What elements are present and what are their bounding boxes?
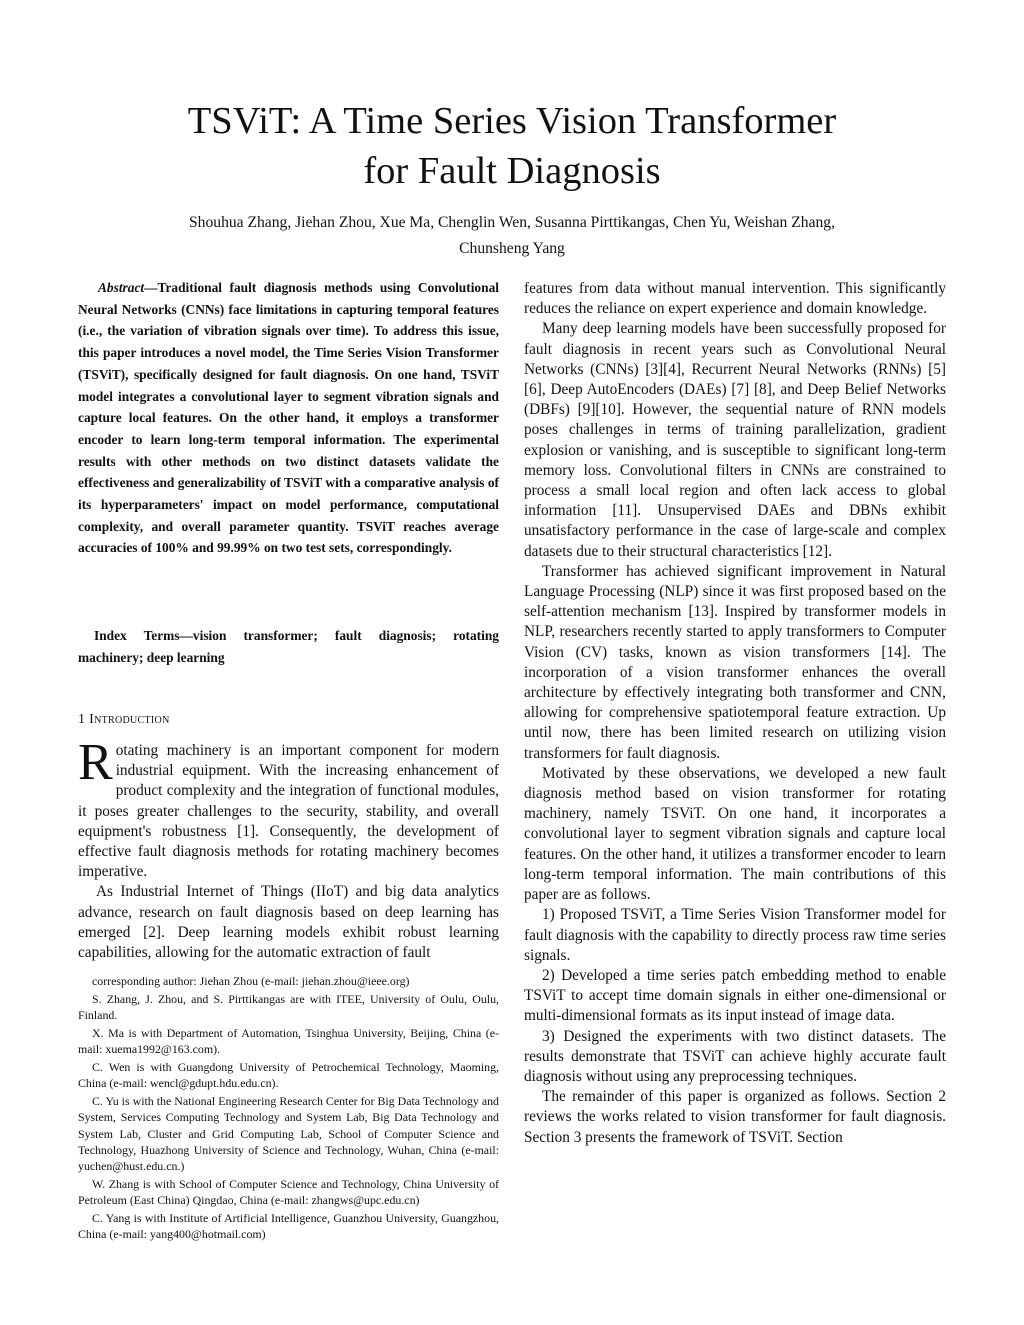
footnotes <box>78 973 499 1244</box>
footnote: S. Zhang, J. Zhou, and S. Pirttikangas are with ITEE, University of Oulu, Oulu, Finland. <box>78 991 499 1023</box>
title-line-2: for Fault Diagnosis <box>363 150 661 192</box>
title-line-1: TSViT: A Time Series Vision Transformer <box>187 100 837 142</box>
intro-paragraph-1 <box>78 734 499 882</box>
drop-cap: R <box>78 734 113 791</box>
right-column-body <box>524 279 946 1148</box>
authors-line-1: Shouhua Zhang, Jiehan Zhou, Xue Ma, Chenglin Wen, Susanna Pirttikangas, Chen Yu, Weishan Zhang, <box>189 214 835 231</box>
section-number: 1 <box>78 712 86 727</box>
section-title: Introduction <box>89 712 170 727</box>
contribution-3: 3) Designed the experiments with two distinct datasets. The results demonstrate that TSViT can achieve highly accurate fault diagnosis without using any preprocessing techniques. <box>524 1027 946 1085</box>
author-list <box>110 210 914 262</box>
abstract-dash: — <box>144 280 158 295</box>
section-heading-introduction <box>78 712 170 728</box>
abstract-text: Traditional fault diagnosis methods using Convolutional Neural Networks (CNNs) face limitations in capturing temporal features (i.e., the variation of vibration signals over time). To address this issue, this paper introduces a novel model, the Time Series Vision Transformer (TSViT), specifically designed for fault diagnosis. On one hand, TSViT model integrates a convolutional layer to segment vibration signals and capture local features. On the other hand, it employs a transformer encoder to learn long-term temporal information. The experimental results with other methods on two distinct datasets validate the effectiveness and generalizability of TSViT with a comparative analysis of its hyperparameters' impact on model performance, computational complexity, and overall parameter quantity. TSViT reaches average accuracies of 100% and 99.99% on two test sets, correspondingly. <box>78 280 499 556</box>
index-terms: Index Terms—vision transformer; fault diagnosis; rotating machinery; deep learning <box>78 628 499 665</box>
paragraph-transformer: Transformer has achieved significant improvement in Natural Language Processing (NLP) since it was first proposed based on the self-attention mechanism [13]. Inspired by transformer models in NLP, researchers recently started to apply transformers to Computer Vision (CV) tasks, known as vision transformers [14]. The incorporation of a vision transformer enhances the overall architecture by effectively integrating both transformer and CNN, allowing for comprehensive spatiotemporal feature extraction. Up until now, there has been limited research on utilizing vision transformers for fault diagnosis. <box>524 562 946 762</box>
paragraph-motivation: Motivated by these observations, we developed a new fault diagnosis method based on vision transformer for rotating machinery, namely TSViT. On one hand, it incorporates a convolutional layer to segment vibration signals and capture local features. On the other hand, it utilizes a transformer encoder to learn long-term temporal information. The main contributions of this paper are as follows. <box>524 764 946 904</box>
footnote: C. Yang is with Institute of Artificial Intelligence, Guanzhou University, Guangzhou, China (e-mail: yang400@hotmail.com) <box>78 1211 499 1242</box>
footnote: W. Zhang is with School of Computer Science and Technology, China University of Petroleum (East China) Qingdao, China (e-mail: zhangws@upc.edu.cn) <box>78 1177 499 1208</box>
introduction-body <box>78 734 499 963</box>
abstract-block <box>78 277 499 559</box>
intro-paragraph-2: As Industrial Internet of Things (IIoT) and big data analytics advance, research on fault diagnosis based on deep learning has emerged [2]. Deep learning models exhibit robust learning capabilities, allowing for the automatic extraction of fault <box>78 883 499 962</box>
paragraph-organization: The remainder of this paper is organized as follows. Section 2 reviews the works related to vision transformer for fault diagnosis. Section 3 presents the framework of TSViT. Section <box>524 1088 946 1146</box>
contribution-2: 2) Developed a time series patch embedding method to enable TSViT to accept time domain signals in either one-dimensional or multi-dimensional formats as its input instead of image data. <box>524 966 946 1025</box>
paragraph-related-models: Many deep learning models have been successfully proposed for fault diagnosis in recent years such as Convolutional Neural Networks (CNNs) [3][4], Recurrent Neural Networks (RNNs) [5][6], Deep AutoEncoders (DAEs) [7] [8], and Deep Belief Networks (DBFs) [9][10]. However, the sequential nature of RNN models poses challenges in terms of training parallelization, gradient explosion or vanishing, and is susceptible to significant long-term memory loss. Convolutional filters in CNNs are constrained to process a small local region and often lack access to global information [11]. Unsupervised DAEs and DBNs exhibit unsatisfactory performance in the case of large-scale and complex datasets due to their structural characteristics [12]. <box>524 320 946 560</box>
footnote: C. Yu is with the National Engineering Research Center for Big Data Technology and System, Services Computing Technology and System Lab, Big Data Technology and System Lab, Cluster and Grid Computing Lab, School of Computer Science and Technology, Huazhong University of Science and Technology, Wuhan, China (e-mail: yuchen@hust.edu.cn.) <box>78 1094 499 1174</box>
footnote: X. Ma is with Department of Automation, Tsinghua University, Beijing, China (e-mail: xuema1992@163.com). <box>78 1025 499 1057</box>
paragraph-continued: features from data without manual intervention. This significantly reduces the reliance on expert experience and domain knowledge. <box>524 280 946 318</box>
paper-title <box>0 96 1024 196</box>
contribution-1: 1) Proposed TSViT, a Time Series Vision Transformer model for fault diagnosis with the capability to directly process raw time series signals. <box>524 906 946 964</box>
intro-paragraph-1-text: otating machinery is an important component for modern industrial equipment. With the increasing enhancement of product complexity and the integration of functional modules, it poses greater challenges to the security, stability, and overall equipment's robustness [1]. Consequently, the development of effective fault diagnosis methods for rotating machinery becomes imperative. <box>78 742 499 881</box>
authors-line-2: Chunsheng Yang <box>459 240 565 257</box>
footnote: corresponding author: Jiehan Zhou (e-mail: jiehan.zhou@ieee.org) <box>92 974 410 988</box>
footnote: C. Wen is with Guangdong University of Petrochemical Technology, Maoming, China (e-mail: wencl@gdupt.hdu.edu.cn). <box>78 1059 499 1091</box>
abstract-label: Abstract <box>98 280 145 295</box>
